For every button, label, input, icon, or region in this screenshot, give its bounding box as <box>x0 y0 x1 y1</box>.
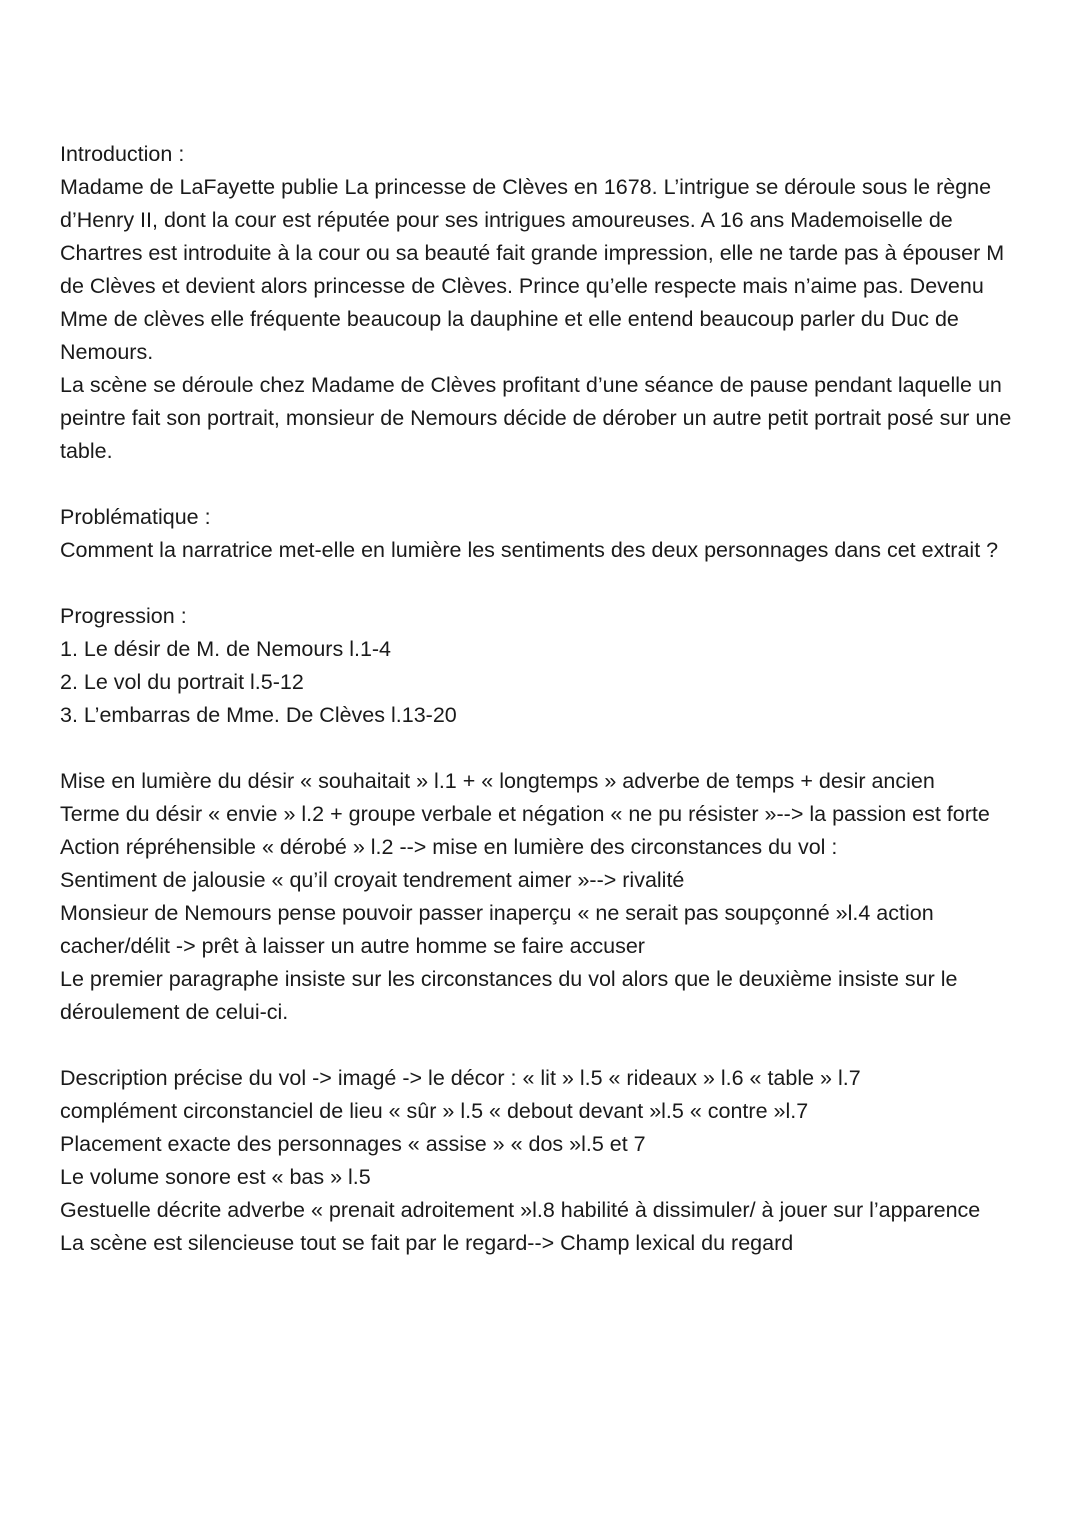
analysis-part2-section <box>60 1062 1025 1260</box>
progression-item: 3. L’embarras de Mme. De Clèves l.13-20 <box>60 703 457 727</box>
analysis-line: Description précise du vol -> imagé -> le décor : « lit » l.5 « rideaux » l.6 « table » l.7 <box>60 1066 861 1090</box>
introduction-section <box>60 138 1025 468</box>
analysis-line: Terme du désir « envie » l.2 + groupe verbale et négation « ne pu résister »--> la passion est forte <box>60 802 990 826</box>
analysis-line: Le premier paragraphe insiste sur les circonstances du vol alors que le deuxième insiste sur le déroulement de celui-ci. <box>60 967 958 1024</box>
progression-item: 1. Le désir de M. de Nemours l.1-4 <box>60 637 392 661</box>
analysis-line: Sentiment de jalousie « qu’il croyait tendrement aimer »--> rivalité <box>60 868 685 892</box>
problematique-section <box>60 501 1025 567</box>
introduction-paragraph: Madame de LaFayette publie La princesse de Clèves en 1678. L’intrigue se déroule sous le règne d’Henry II, dont la cour est réputée pour ses intrigues amoureuses. A 16 ans Mademoiselle de Chartres est introduite à la cour ou sa beauté fait grande impression, elle ne tarde pas à épouser M de Clèves et devient alors princesse de Clèves. Prince qu’elle respecte mais n’aime pas. Devenu Mme de clèves elle fréquente beaucoup la dauphine et elle entend beaucoup parler du Duc de Nemours. <box>60 175 1005 364</box>
analysis-line: Le volume sonore est « bas » l.5 <box>60 1165 371 1189</box>
introduction-paragraph: La scène se déroule chez Madame de Clèves profitant d’une séance de pause pendant laquelle un peintre fait son portrait, monsieur de Nemours décide de dérober un autre petit portrait posé sur une table. <box>60 373 1012 463</box>
document-page <box>60 138 1025 1293</box>
problematique-heading: Problématique : <box>60 505 211 529</box>
problematique-text: Comment la narratrice met-elle en lumière les sentiments des deux personnages dans cet extrait ? <box>60 538 999 562</box>
progression-item: 2. Le vol du portrait l.5-12 <box>60 670 304 694</box>
progression-heading: Progression : <box>60 604 187 628</box>
analysis-line: Monsieur de Nemours pense pouvoir passer inaperçu « ne serait pas soupçonné »l.4 action cacher/délit -> prêt à laisser un autre homme se faire accuser <box>60 901 934 958</box>
analysis-line: La scène est silencieuse tout se fait par le regard--> Champ lexical du regard <box>60 1231 794 1255</box>
analysis-line: complément circonstanciel de lieu « sûr » l.5 « debout devant »l.5 « contre »l.7 <box>60 1099 809 1123</box>
progression-section <box>60 600 1025 732</box>
analysis-line: Gestuelle décrite adverbe « prenait adroitement »l.8 habilité à dissimuler/ à jouer sur l’apparence <box>60 1198 981 1222</box>
analysis-line: Placement exacte des personnages « assise » « dos »l.5 et 7 <box>60 1132 646 1156</box>
introduction-heading: Introduction : <box>60 142 185 166</box>
analysis-line: Mise en lumière du désir « souhaitait » l.1 + « longtemps » adverbe de temps + desir ancien <box>60 769 935 793</box>
analysis-part1-section <box>60 765 1025 1029</box>
analysis-line: Action répréhensible « dérobé » l.2 --> mise en lumière des circonstances du vol : <box>60 835 838 859</box>
